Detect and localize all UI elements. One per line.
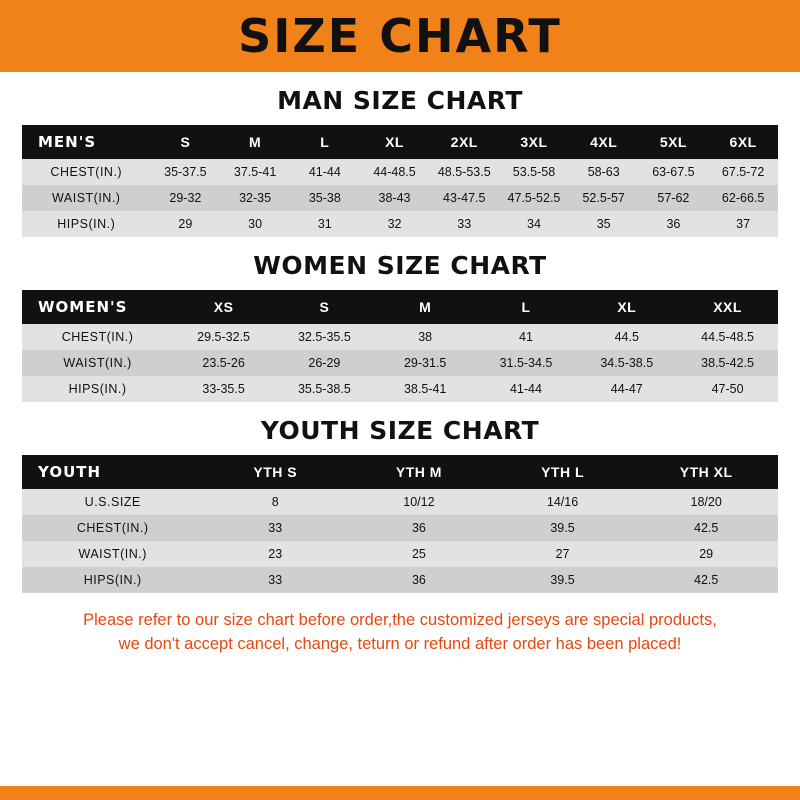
table-cell: 67.5-72 <box>721 165 765 179</box>
table-cell: 52.5-57 <box>582 191 625 205</box>
table-header-row <box>22 125 778 159</box>
column-header: M <box>220 125 290 159</box>
table-cell: 29-32 <box>169 191 202 205</box>
column-header: MEN'S <box>22 125 151 159</box>
men-table-header <box>22 125 778 159</box>
table-row <box>22 350 778 376</box>
column-header: XL <box>576 290 677 324</box>
youth-table-header <box>22 455 778 489</box>
table-cell: 39.5 <box>550 521 575 535</box>
table-cell: 41-44 <box>509 382 542 396</box>
table-cell: 36 <box>411 521 426 535</box>
table-cell: 38 <box>418 330 433 344</box>
table-cell: 47.5-52.5 <box>507 191 561 205</box>
table-cell: 62-66.5 <box>721 191 765 205</box>
table-cell: 23 <box>268 547 283 561</box>
women-table-header <box>22 290 778 324</box>
column-header: WOMEN'S <box>22 290 173 324</box>
table-cell: 35 <box>596 217 611 231</box>
table-row <box>22 324 778 350</box>
table-cell: 41 <box>519 330 533 344</box>
table-cell: 33 <box>268 521 283 535</box>
table-cell: 53.5-58 <box>512 165 556 179</box>
table-cell: 63-67.5 <box>652 165 695 179</box>
table-cell: 36 <box>411 573 426 587</box>
table-cell: 37.5-41 <box>233 165 277 179</box>
table-row <box>22 489 778 515</box>
table-cell: 29 <box>699 547 714 561</box>
table-row <box>22 515 778 541</box>
row-label: WAIST(IN.) <box>63 356 132 370</box>
column-header: 3XL <box>499 125 569 159</box>
banner <box>0 0 800 72</box>
footer-note <box>22 609 778 657</box>
table-cell: 34 <box>527 217 541 231</box>
row-label: U.S.SIZE <box>84 495 141 509</box>
page-title: SIZE CHART <box>238 9 562 63</box>
row-label: WAIST(IN.) <box>52 191 121 205</box>
column-header: L <box>476 290 577 324</box>
table-cell: 14/16 <box>546 495 579 509</box>
column-header: 4XL <box>569 125 639 159</box>
content-area <box>0 86 800 657</box>
row-label: CHEST(IN.) <box>50 165 123 179</box>
table-cell: 35.5-38.5 <box>297 382 351 396</box>
table-cell: 42.5 <box>694 573 719 587</box>
table-header-row <box>22 290 778 324</box>
table-cell: 42.5 <box>694 521 719 535</box>
table-cell: 43-47.5 <box>443 191 486 205</box>
table-row <box>22 567 778 593</box>
table-row <box>22 541 778 567</box>
table-cell: 27 <box>555 547 570 561</box>
table-cell: 10/12 <box>403 495 435 509</box>
table-cell: 33 <box>268 573 283 587</box>
table-cell: 26-29 <box>308 356 341 370</box>
column-header: 2XL <box>429 125 499 159</box>
table-row <box>22 211 778 237</box>
women-section-title: WOMEN SIZE CHART <box>253 251 547 280</box>
table-cell: 44.5 <box>614 330 639 344</box>
table-cell: 48.5-53.5 <box>437 165 491 179</box>
table-cell: 32.5-35.5 <box>297 330 351 344</box>
table-cell: 31 <box>317 217 332 231</box>
men-size-table <box>22 125 778 237</box>
table-cell: 23.5-26 <box>202 356 245 370</box>
column-header: XL <box>360 125 430 159</box>
column-header: 6XL <box>708 125 778 159</box>
column-header: S <box>151 125 221 159</box>
row-label: WAIST(IN.) <box>78 547 147 561</box>
men-section-title: MAN SIZE CHART <box>277 86 523 115</box>
table-cell: 38-43 <box>378 191 411 205</box>
table-cell: 35-37.5 <box>164 165 207 179</box>
men-table-body <box>22 159 778 237</box>
table-cell: 8 <box>271 495 279 509</box>
table-header-row <box>22 455 778 489</box>
table-row <box>22 159 778 185</box>
footer-note-line-1: Please refer to our size chart before order,the customized jerseys are special products, <box>83 611 717 629</box>
table-cell: 33 <box>457 217 472 231</box>
column-header: XS <box>173 290 274 324</box>
table-cell: 32-35 <box>239 191 272 205</box>
table-cell: 58-63 <box>587 165 620 179</box>
table-cell: 31.5-34.5 <box>499 356 553 370</box>
women-size-table <box>22 290 778 402</box>
table-cell: 44-47 <box>610 382 643 396</box>
row-label: CHEST(IN.) <box>61 330 134 344</box>
table-cell: 57-62 <box>657 191 690 205</box>
table-cell: 29.5-32.5 <box>197 330 250 344</box>
table-cell: 37 <box>736 217 751 231</box>
column-header: YTH XL <box>634 455 778 489</box>
youth-size-table <box>22 455 778 593</box>
table-cell: 44-48.5 <box>373 165 416 179</box>
table-cell: 38.5-41 <box>403 382 447 396</box>
row-label: HIPS(IN.) <box>57 217 116 231</box>
column-header: S <box>274 290 375 324</box>
table-cell: 35-38 <box>308 191 341 205</box>
column-header: YTH L <box>491 455 635 489</box>
table-cell: 33-35.5 <box>202 382 245 396</box>
women-table-body <box>22 324 778 402</box>
column-header: YTH M <box>347 455 491 489</box>
column-header: L <box>290 125 360 159</box>
table-cell: 44.5-48.5 <box>701 330 754 344</box>
column-header: XXL <box>677 290 778 324</box>
row-label: HIPS(IN.) <box>68 382 127 396</box>
table-cell: 32 <box>387 217 402 231</box>
table-row <box>22 185 778 211</box>
table-cell: 39.5 <box>550 573 575 587</box>
row-label: HIPS(IN.) <box>83 573 142 587</box>
row-label: CHEST(IN.) <box>76 521 149 535</box>
youth-section-title: YOUTH SIZE CHART <box>260 416 540 445</box>
table-cell: 38.5-42.5 <box>701 356 754 370</box>
table-row <box>22 376 778 402</box>
table-cell: 41-44 <box>308 165 341 179</box>
column-header: M <box>375 290 476 324</box>
column-header: 5XL <box>639 125 709 159</box>
table-cell: 36 <box>666 217 681 231</box>
table-cell: 18/20 <box>690 495 722 509</box>
table-cell: 25 <box>411 547 426 561</box>
bottom-bar <box>0 786 800 800</box>
table-cell: 29-31.5 <box>403 356 447 370</box>
footer-note-line-2: we don't accept cancel, change, teturn or refund after order has been placed! <box>118 634 682 653</box>
table-cell: 34.5-38.5 <box>600 356 654 370</box>
table-cell: 30 <box>248 217 263 231</box>
column-header: YOUTH <box>22 455 203 489</box>
table-cell: 47-50 <box>711 382 744 396</box>
table-cell: 29 <box>178 217 193 231</box>
youth-table-body <box>22 489 778 593</box>
column-header: YTH S <box>203 455 347 489</box>
